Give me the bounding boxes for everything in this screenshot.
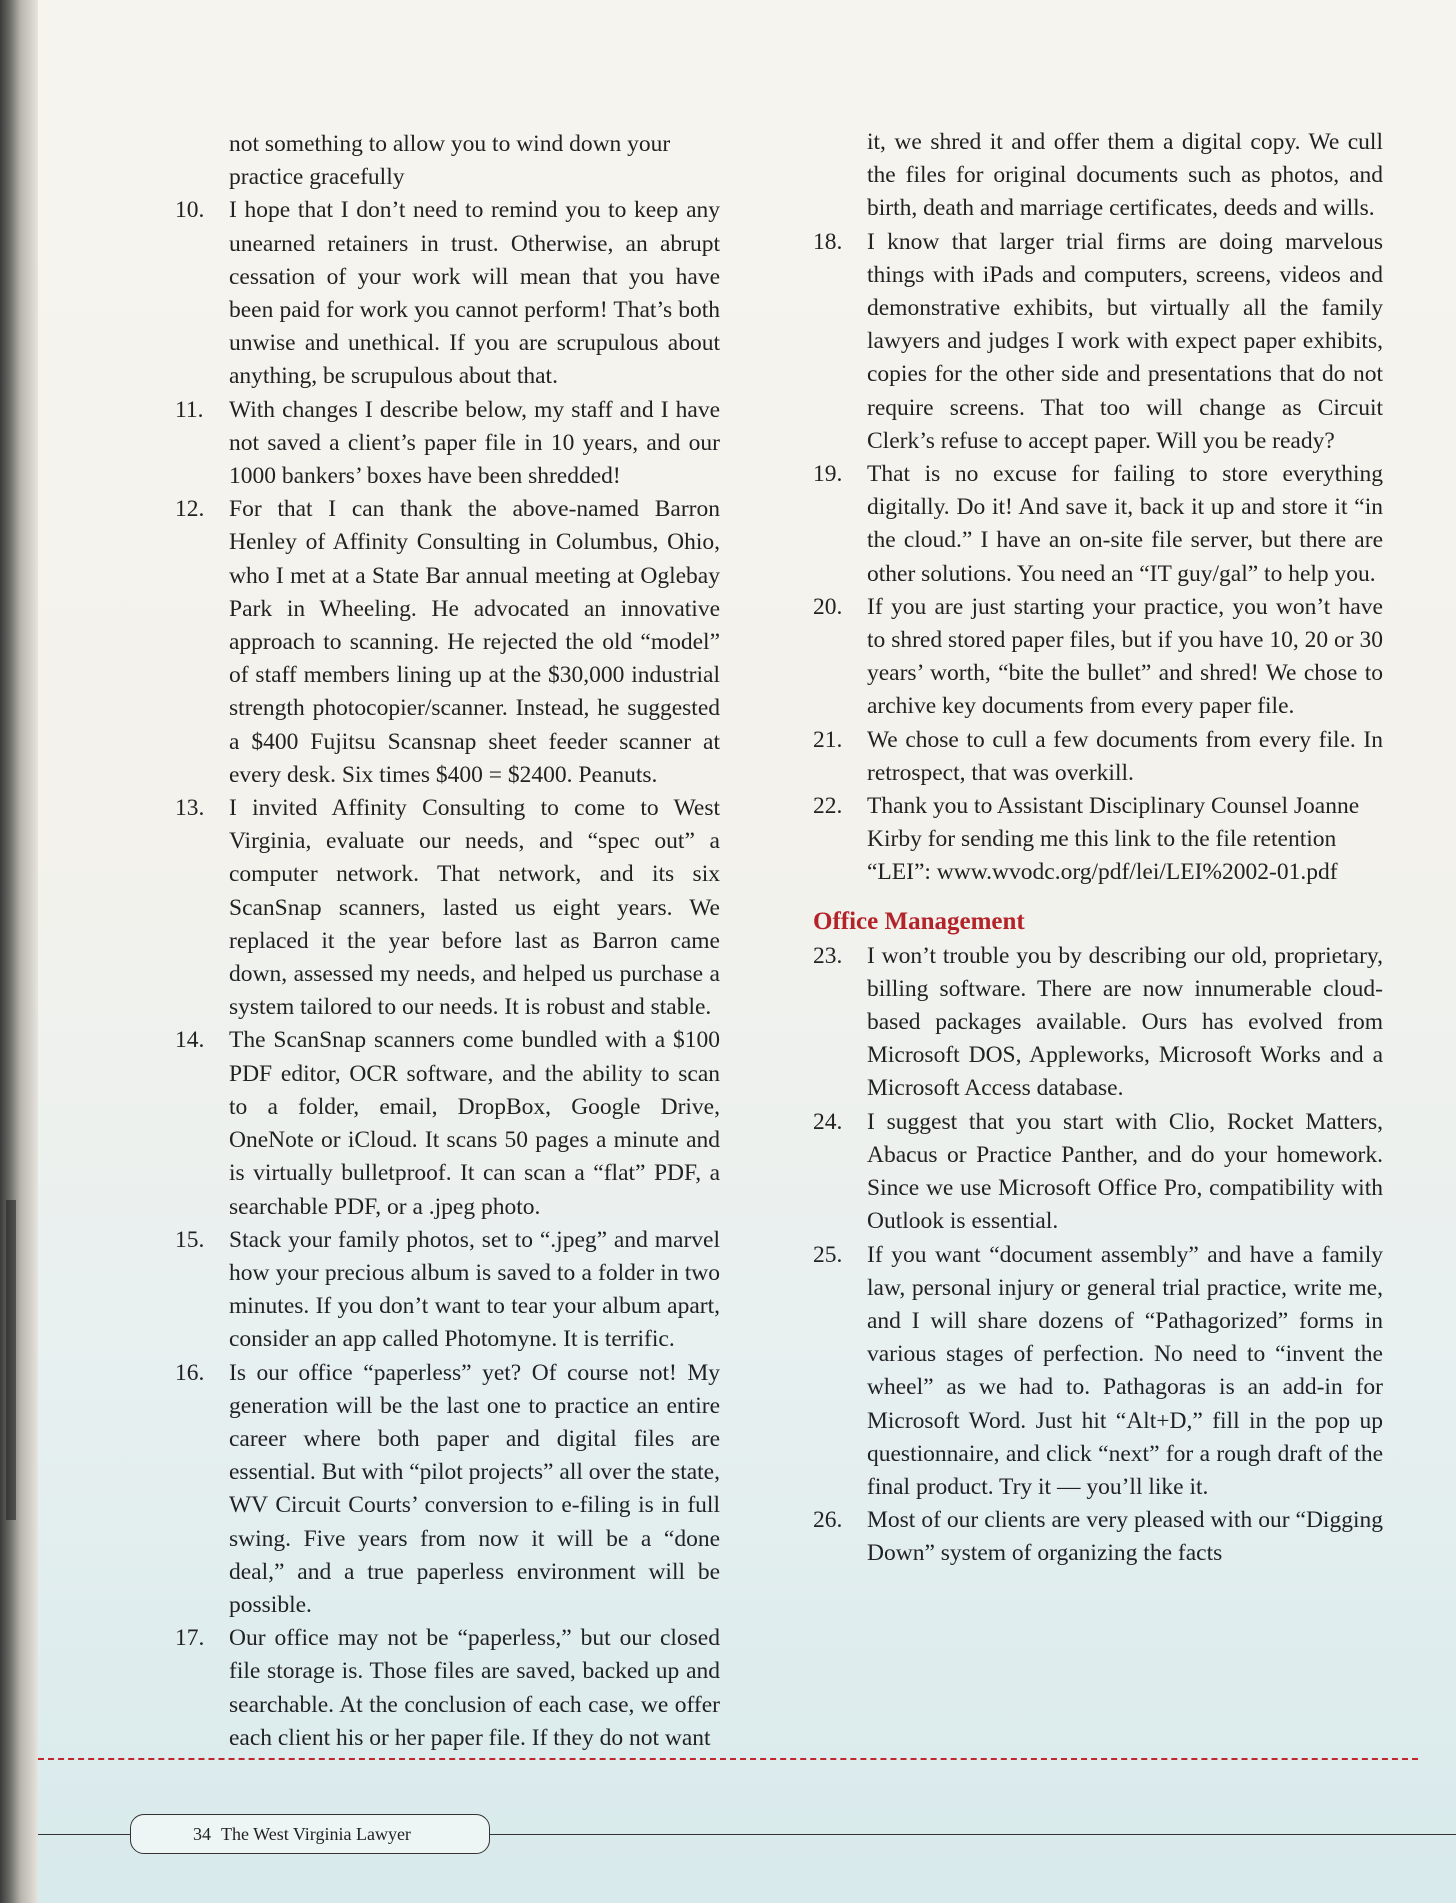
right-lead-in: it, we shred it and offer them a digital copy. We cull the files for original documents such as photos, and birth, death and marriage certificates, deeds and wills. xyxy=(867,129,1383,222)
item-text: I hope that I don’t need to remind you to keep any unearned retainers in trust. Otherwise, an abrupt cessation of your work will mean that you have been paid for work you cannot perform! That’s both unwise and unethical. If you are scrupulous about anything, be scrupulous about that. xyxy=(229,197,720,390)
list-item xyxy=(813,226,1383,458)
list-item xyxy=(175,1357,720,1623)
item-number: 19. xyxy=(813,461,843,488)
item-text: Thank you to Assistant Disciplinary Counsel Joanne Kirby for sending me this link to the file retention “LEI”: www.wvodc.org/pdf/lei/LEI%2002-01.pdf xyxy=(867,793,1360,886)
left-lead-in: not something to allow you to wind down your practice gracefully xyxy=(229,131,671,191)
page-number: 34 xyxy=(193,1823,211,1844)
left-column xyxy=(175,128,720,1755)
item-text: I suggest that you start with Clio, Rocket Matters, Abacus or Practice Panther, and do your homework. Since we use Microsoft Office Pro, compatibility with Outlook is essential. xyxy=(867,1108,1383,1235)
item-number: 22. xyxy=(813,793,843,820)
list-item xyxy=(175,1024,720,1223)
list-item xyxy=(175,493,720,792)
item-text: Our office may not be “paperless,” but our closed file storage is. Those files are saved, backed up and searchable. At the conclusion of each case, we offer each client his or her paper file. If they do not want xyxy=(229,1625,720,1751)
item-text: We chose to cull a few documents from every file. In retrospect, that was overkill. xyxy=(867,726,1383,786)
list-item xyxy=(813,790,1383,890)
item-number: 21. xyxy=(813,726,843,753)
list-item xyxy=(175,394,720,494)
list-item xyxy=(813,591,1383,724)
item-text: That is no excuse for failing to store everything digitally. Do it! And save it, back it up and store it “in the cloud.” I have an on-site file server, but there are other solutions. You need an “IT guy/gal” to help you. xyxy=(867,461,1383,587)
list-item xyxy=(175,1224,720,1357)
item-number: 15. xyxy=(175,1226,205,1253)
item-number: 24. xyxy=(813,1108,843,1135)
item-text: Most of our clients are very pleased with our “Digging Down” system of organizing the facts xyxy=(867,1507,1383,1567)
list-item xyxy=(813,724,1383,790)
item-text: Is our office “paperless” yet? Of course not! My generation will be the last one to practice an entire career where both paper and digital files are essential. But with “pilot projects” all over the state, WV Circuit Courts’ conversion to e-filing is in full swing. Five years from now it will be a “done deal,” and a true paperless environment will be possible. xyxy=(229,1359,720,1618)
list-item xyxy=(813,1504,1383,1570)
item-text: With changes I describe below, my staff and I have not saved a client’s paper file in 10 years, and our 1000 bankers’ boxes have been shredded! xyxy=(229,396,720,490)
item-text: If you want “document assembly” and have a family law, personal injury or general trial practice, write me, and I will share dozens of “Pathagorized” forms in various stages of perfection. No need to “invent the wheel” as we had to. Pathagoras is an add-in for Microsoft Word. Just hit “Alt+D,” fill in the pop up questionnaire, and click “next” for a rough draft of the final product. Try it — you’ll like it. xyxy=(867,1241,1383,1500)
item-number: 25. xyxy=(813,1241,843,1268)
item-text: The ScanSnap scanners come bundled with a $100 PDF editor, OCR software, and the ability to scan to a folder, email, DropBox, Google Drive, OneNote or iCloud. It scans 50 pages a minute and is virtually bulletproof. It can scan a “flat” PDF, a searchable PDF, or a .jpeg photo. xyxy=(229,1027,720,1220)
item-number: 13. xyxy=(175,795,205,822)
list-item xyxy=(175,792,720,1024)
item-number: 20. xyxy=(813,593,843,620)
item-text: If you are just starting your practice, you won’t have to shred stored paper files, but if you have 10, 20 or 30 years’ worth, “bite the bullet” and shred! We chose to archive key documents from every paper file. xyxy=(867,593,1383,720)
item-number: 17. xyxy=(175,1625,205,1652)
list-item xyxy=(813,1106,1383,1239)
list-item xyxy=(813,940,1383,1106)
item-number: 26. xyxy=(813,1507,843,1534)
binding-edge xyxy=(0,0,38,1903)
list-item xyxy=(175,194,720,393)
item-number: 23. xyxy=(813,942,843,969)
item-number: 12. xyxy=(175,496,205,523)
publication-title: The West Virginia Lawyer xyxy=(221,1823,411,1844)
right-column xyxy=(813,126,1383,1571)
list-item xyxy=(175,1622,720,1755)
item-number: 16. xyxy=(175,1359,205,1386)
list-item xyxy=(813,458,1383,591)
item-number: 10. xyxy=(175,197,205,224)
item-text: I won’t trouble you by describing our old, proprietary, billing software. There are now innumerable cloud-based packages available. Ours has evolved from Microsoft DOS, Appleworks, Microsoft Works and a Microsoft Access database. xyxy=(867,942,1383,1102)
section-heading: Office Management xyxy=(813,907,1025,935)
item-number: 18. xyxy=(813,228,843,255)
page-footer xyxy=(130,1814,490,1854)
item-text: Stack your family photos, set to “.jpeg” and marvel how your precious album is saved to a folder in two minutes. If you don’t want to tear your album apart, consider an app called Photomyne. It is terrific. xyxy=(229,1226,720,1353)
item-number: 14. xyxy=(175,1027,205,1054)
item-text: I invited Affinity Consulting to come to West Virginia, evaluate our needs, and “spec out” a computer network. That network, and its six ScanSnap scanners, lasted us eight years. We replaced it the year before last as Barron came down, assessed my needs, and helped us purchase a system tailored to our needs. It is robust and stable. xyxy=(229,795,720,1021)
item-text: For that I can thank the above-named Barron Henley of Affinity Consulting in Columbus, Ohio, who I met at a State Bar annual meeting at Oglebay Park in Wheeling. He advocated an innovative approach to scanning. He rejected the old “model” of staff members lining up at the $30,000 industrial strength photocopier/scanner. Instead, he suggested a $400 Fujitsu Scansnap sheet feeder scanner at every desk. Six times $400 = $2400. Peanuts. xyxy=(229,496,720,788)
binding-shadow xyxy=(6,1200,16,1520)
item-text: I know that larger trial firms are doing marvelous things with iPads and computers, screens, videos and demonstrative exhibits, but virtually all the family lawyers and judges I work with expect paper exhibits, copies for the other side and presentations that do not require screens. That too will change as Circuit Clerk’s refuse to accept paper. Will you be ready? xyxy=(867,228,1383,454)
dashed-divider xyxy=(38,1758,1418,1760)
item-number: 11. xyxy=(175,396,204,423)
list-item xyxy=(813,1239,1383,1505)
